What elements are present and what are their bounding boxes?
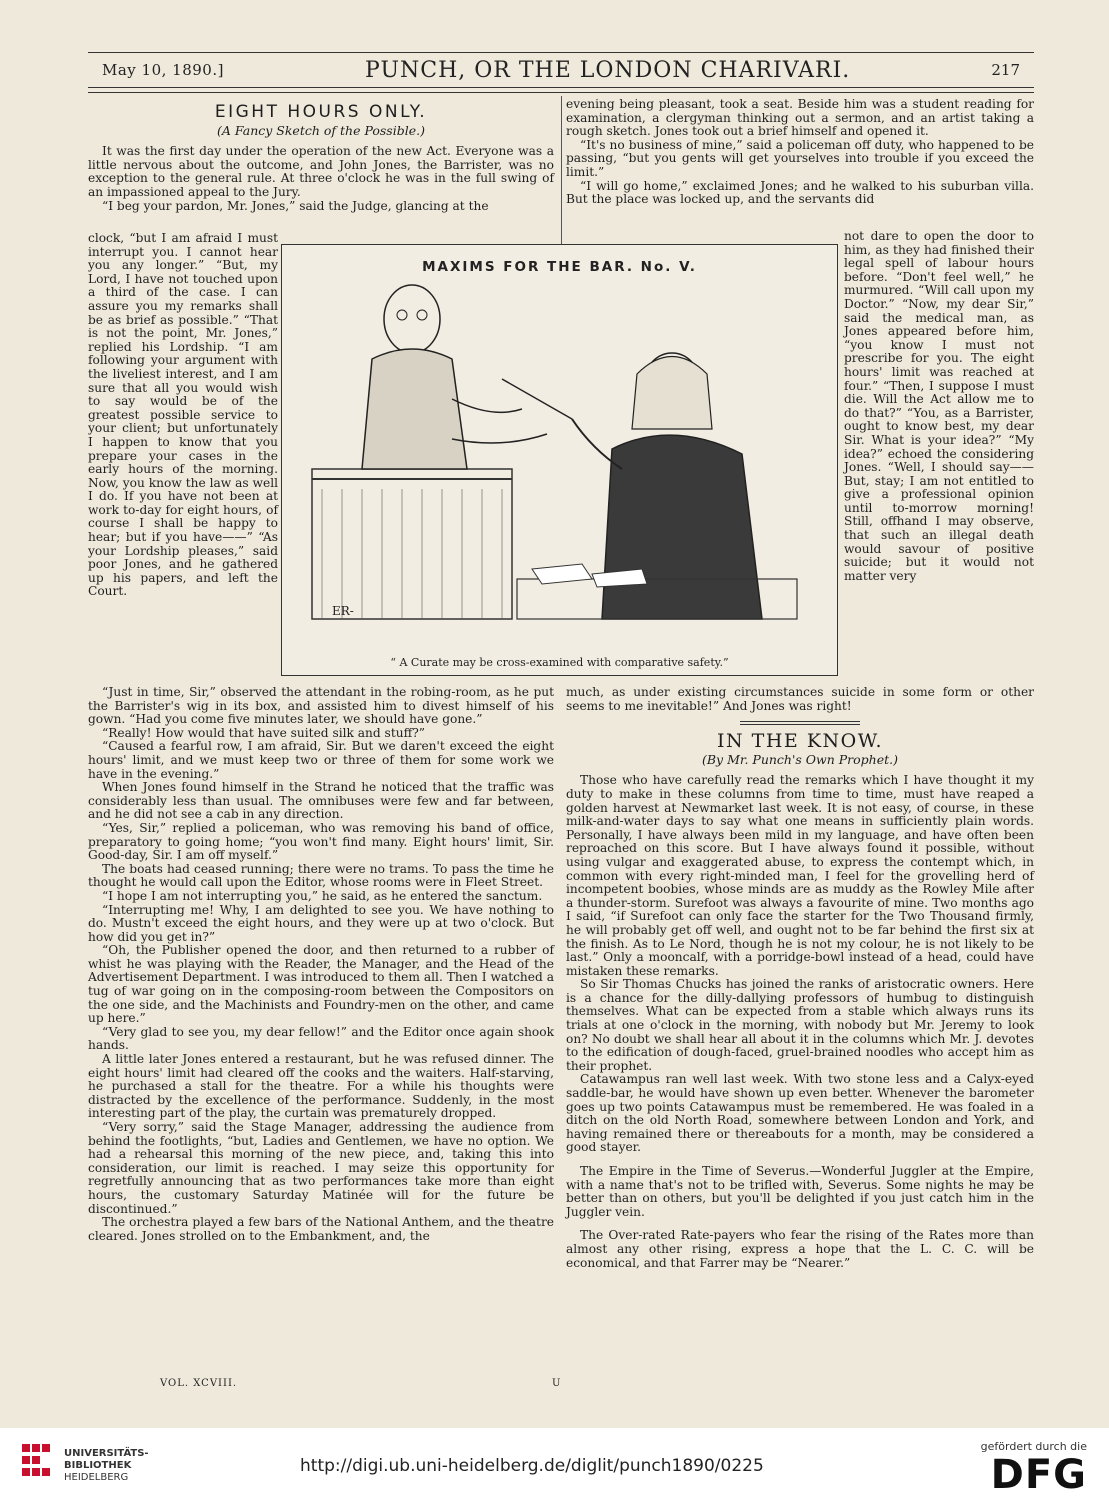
article-paragraph: “Really! How would that have suited silk and stuff?” [102,725,425,740]
cartoon-title: MAXIMS FOR THE BAR. No. V. [422,259,697,275]
article-paragraph: evening being pleasant, took a seat. Beside him was a student reading for examination, a clergyman thinking out a sermon, and an artist taking a rough sketch. Jones took out a brief himself and opened it. [566,97,1034,139]
library-name-line2: BIBLIOTHEK [64,1460,132,1471]
library-name [64,1448,149,1484]
article-paragraph: The boats had ceased running; there were no trams. To pass the time he thought he would call upon the Editor, whose rooms were in Fleet Street. [88,861,554,890]
library-name-line1: UNIVERSITÄTS- [64,1448,149,1459]
article-paragraph: The orchestra played a few bars of the National Anthem, and the theatre cleared. Jones strolled on to the Embankment, and, the [88,1215,554,1243]
library-emblem-icon [22,1444,56,1488]
article-paragraph: not dare to open the door to him, as they had finished their legal spell of labour hours before. “Don't feel well,” he murmured. “Will call upon my Doctor.” “Now, my dear Sir,” said the medical man, as Jones appeared before him, “you know I must not prescribe for you. The eight hours' limit was reached at four.” “Then, I suppose I must die. Will the Act allow me to do that?” “You, as a Barrister, ought to know best, my dear Sir. What is your idea?” “My idea?” echoed the considering Jones. “Well, I should say—— But, stay; I am not entitled to give a professional opinion until to-morrow morning! Still, offhand I may observe, that such an illegal death would savour of positive suicide; but it would not matter very [844,229,1034,583]
article-paragraph: “Just in time, Sir,” observed the attendant in the robing-room, as he put the Barrister's wig in its box, and assisted him to divest himself of his gown. “Had you come five minutes later, we should have gone.” [88,685,554,727]
article-eight-hours-right-narrow [844,230,1034,583]
article-title: EIGHT HOURS ONLY. [214,102,428,122]
article-paragraph: “Interrupting me! Why, I am delighted to see you. We have nothing to do. Mustn't exceed the eight hours, and they were up at two o'clock. But how did you get in?” [88,902,554,944]
header-rule [88,92,1034,93]
article-paragraph: “Very sorry,” said the Stage Manager, addressing the audience from behind the footlights, “but, Ladies and Gentlemen, we have no option. We had a rehearsal this morning of the new piece, and, taking this into consideration, our limit is reached. I may seize this opportunity for regretfully announcing that as two performances take more than eight hours, the customary Saturday Matinée will for the future be discontinued.” [88,1120,554,1216]
article-paragraph: “Yes, Sir,” replied a policeman, who was removing his band of office, preparatory to going home; “you won't find many. Eight hours' limit, Sir. Good-day, Sir. I am off myself.” [88,820,554,863]
publication-title: PUNCH, OR THE LONDON CHARIVARI. [365,57,851,83]
article-subtitle: (A Fancy Sketch of the Possible.) [217,122,425,138]
dfg-logo: DFG [990,1452,1087,1498]
article-paragraph: “I hope I am not interrupting you,” he said, as he entered the sanctum. [102,888,543,903]
funder-logo[interactable] [980,1440,1087,1498]
article-paragraph: Catawampus ran well last week. With two stone less and a Calyx-eyed saddle-bar, he would have shown up even better. Whenever the barometer goes up two points Catawampus must be remembered. He was foaled in a ditch on the old North Road, somewhere between London and York, and having remained there or thereabouts for a month, may be considered a good stayer. [566,1072,1034,1155]
article-paragraph: So Sir Thomas Chucks has joined the ranks of aristocratic owners. Here is a chance for the dilly-dallying professors of humbug to distinguish themselves. What can be expected from a stable which always runs its trials at one o'clock in the morning, with nobody but Mr. Jeremy to look on? No doubt we shall hear all about it in the columns which Mr. J. devotes to the edification of dough-faced, gruel-brained noodles who accept him as their prophet. [566,977,1034,1073]
digitization-footer-bar [0,1428,1109,1508]
article-eight-hours-right [566,98,1034,207]
article-paragraph: much, as under existing circumstances suicide in some form or other seems to me inevitable!” And Jones was right! [566,685,1034,713]
article-paragraph: When Jones found himself in the Strand he noticed that the traffic was considerably less than usual. The omnibuses were few and far between, and he did not see a cab in any direction. [88,780,554,822]
issue-date: May 10, 1890.] [102,61,224,79]
article-paragraph: “I will go home,” exclaimed Jones; and he walked to his suburban villa. But the place was locked up, and the servants did [566,178,1034,207]
article-paragraph: Those who have carefully read the remarks which I have thought it my duty to make in these columns from time to time, must have reaped a golden harvest at Newmarket last week. It is not easy, of course, in these milk-and-water days to say what one means in sufficiently plain words. Personally, I have always been mild in my language, and have often been reproached on this score. But I have always found it possible, without using vulgar and exaggerated abuse, to express the contempt which, in common with every right-minded man, I feel for the grovelling herd of incompetent boobies, whose minds are as muddy as the Rowley Mile after a thunder-storm. Surefoot was always a favourite of mine. Two months ago I said, “if Surefoot can only face the starter for the Two Thousand firmly, he will probably get off well, and ought not to be far behind the first six at the finish. As to Le Nord, though he is not my colour, he is not likely to be last.” Only a mooncalf, with a porridge-bowl instead of a head, could have mistaken these remarks. [566,773,1034,978]
library-name-line3: HEIDELBERG [64,1472,129,1483]
article-paragraph: “Caused a fearful row, I am afraid, Sir. But we daren't exceed the eight hours' limit, and we must keep two or three of them for some work we have in the evening.” [88,739,554,781]
article-eight-hours-narrow [88,232,278,599]
cartoon-caption: “ A Curate may be cross-examined with comparative safety.” [390,656,729,669]
article-paragraph: “I beg your pardon, Mr. Jones,” said the Judge, glancing at the [102,198,489,213]
article-eight-hours-intro [88,102,554,213]
article-paragraph: “It's no business of mine,” said a policeman off duty, who happened to be passing, “but you gents will get yourselves into trouble if you exceed the limit.” [566,137,1034,179]
article-paragraph: “Oh, the Publisher opened the door, and then returned to a rubber of whist he was playing with the Reader, the Manager, and the Head of the Advertisement Department. I was introduced to them all. Then I watched a tug of war going on in the composing-room between the Compositors on the one side, and the Machinists and Foundry-men on the other, and came up here.” [88,943,554,1026]
article-subtitle: (By Mr. Punch's Own Prophet.) [701,751,899,767]
article-paragraph: “Very glad to see you, my dear fellow!” and the Editor once again shook hands. [88,1024,554,1053]
short-item-rates: The Over-rated Rate-payers who fear the rising of the Rates more than almost any other rising, express a hope that the L. C. C. will be economical, and that Farrer may be “Nearer.” [566,1228,1034,1270]
section-divider [740,721,860,725]
page-number: 217 [991,61,1020,79]
cartoon-drawing [302,279,819,649]
library-logo[interactable] [22,1444,149,1488]
artist-signature: ER- [332,604,354,618]
page-header [88,52,1034,88]
article-paragraph: clock, “but I am afraid I must interrupt you. I cannot hear you any longer.” “But, my Lord, I have not touched upon a third of the case. I can assure you my remarks shall be as brief as possible.” “That is not the point, Mr. Jones,” replied his Lordship. “I am following your argument with the liveliest interest, and I am sure that all you would wish to say would be of the greatest possible service to your client; but unfortunately I happen to know that you prepare your cases in the early hours of the morning. Now, you know the law as well I do. If you have not been at work to-day for eight hours, of course I shall be happy to hear; but if you have——” “As your Lordship pleases,” said poor Jones, and he gathered up his papers, and left the Court. [88,231,278,599]
article-paragraph: A little later Jones entered a restaurant, but he was refused dinner. The eight hours' limit had cleared off the cooks and the waiters. Half-starving, he purchased a stall for the theatre. For a while his thoughts were distracted by the excellence of the performance. Suddenly, in the most interesting part of the play, the curtain was prematurely dropped. [88,1052,554,1121]
right-column-bottom [566,686,1034,1270]
permalink-url[interactable]: http://digi.ub.uni-heidelberg.de/diglit/punch1890/0225 [300,1456,764,1476]
short-item-empire: The Empire in the Time of Severus.—Wonderful Juggler at the Empire, with a name that's not to be trifled with, Severus. Some nights he may be better than on others, but you'll be delighted if you just catch him in the Juggler vein. [566,1164,1034,1219]
article-eight-hours-continued [88,686,554,1243]
article-title: IN THE KNOW. [717,730,883,753]
funder-label: gefördert durch die [980,1440,1087,1453]
article-paragraph: It was the first day under the operation of the new Act. Everyone was a little nervous about the outcome, and John Jones, the Barrister, was no exception to the general rule. At three o'clock he was in the full swing of an impassioned appeal to the Jury. [88,144,554,199]
volume-number: VOL. XCVIII. [160,1378,238,1389]
cartoon-illustration [281,244,838,676]
signature-mark: U [552,1378,561,1389]
